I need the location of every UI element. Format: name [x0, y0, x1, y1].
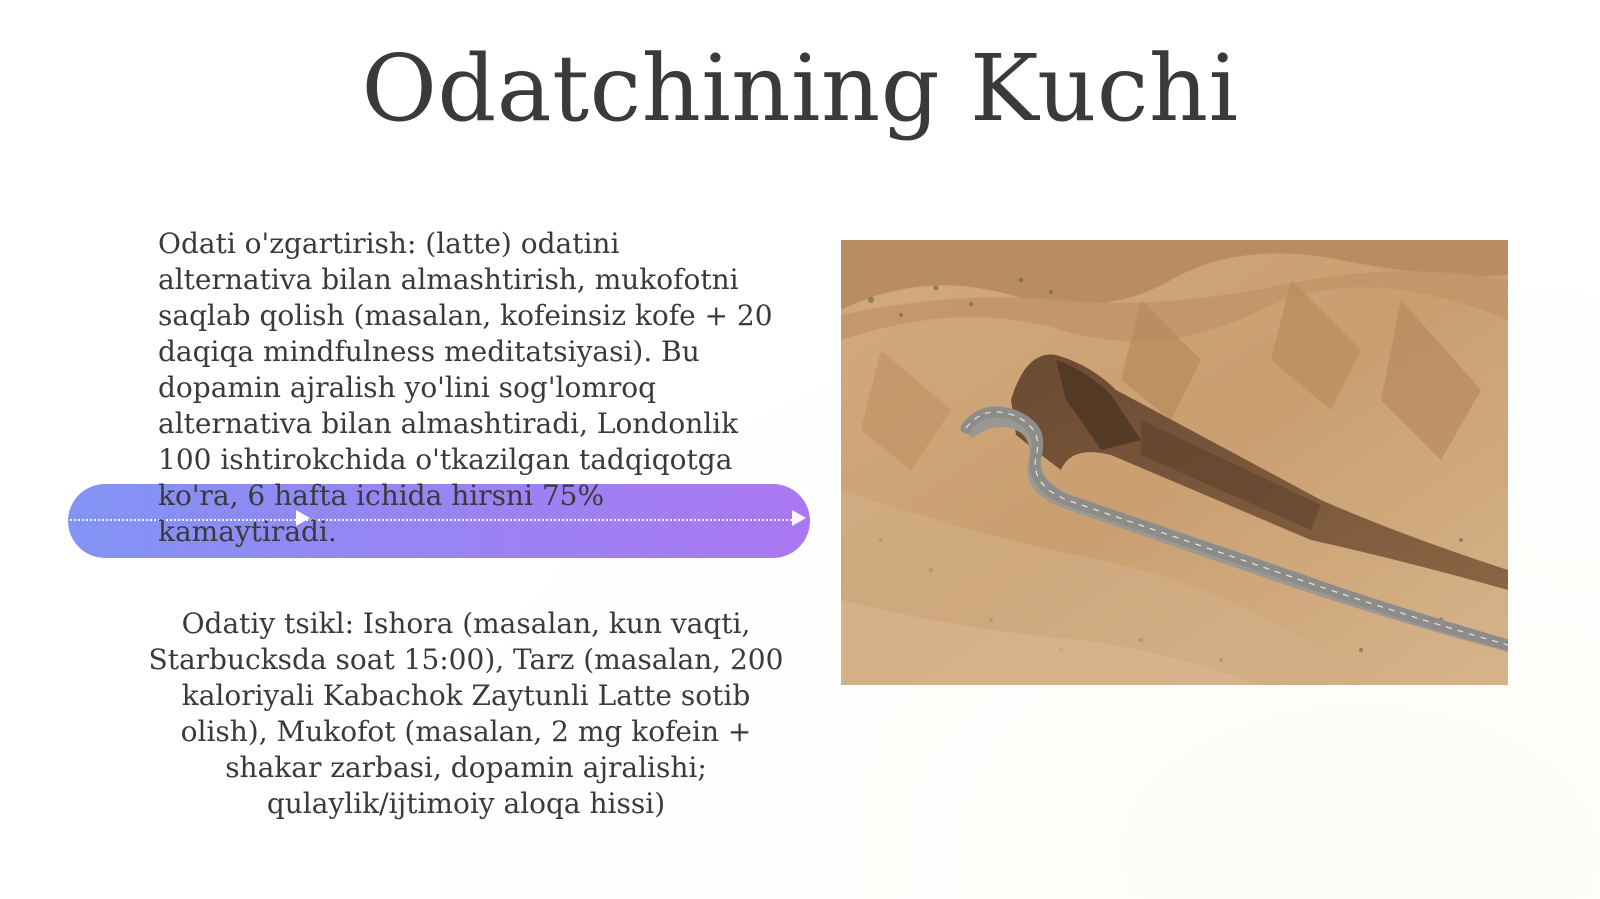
arrow-head-icon	[792, 510, 806, 526]
habit-change-paragraph: Odati o'zgartirish: (latte) odatini alternativa bilan almashtirish, mukofotni saqlab qolish (masalan, kofeinsiz kofe + 20 daqiqa mindfulness meditatsiyasi). Bu dopamin ajralish yo'lini sog'lomroq alternativa bilan almashtiradi, Londonlik 100 ishtirokchida o'tkazilgan tadqiqotga ko'ra, 6 hafta ichida hirsni 75% kamaytiradi.	[158, 227, 773, 548]
mountain-road-photo	[841, 240, 1508, 685]
habit-loop-paragraph: Odatiy tsikl: Ishora (masalan, kun vaqti, Starbucksda soat 15:00), Tarz (masalan, 200 kaloriyali Kabachok Zaytunli Latte sotib olish), Mukofot (masalan, 2 mg kofein + shakar zarbasi, dopamin ajralishi; qulaylik/ijtimoiy aloqa hissi)	[148, 607, 784, 820]
slide-title: Odatchining Kuchi	[361, 35, 1239, 142]
